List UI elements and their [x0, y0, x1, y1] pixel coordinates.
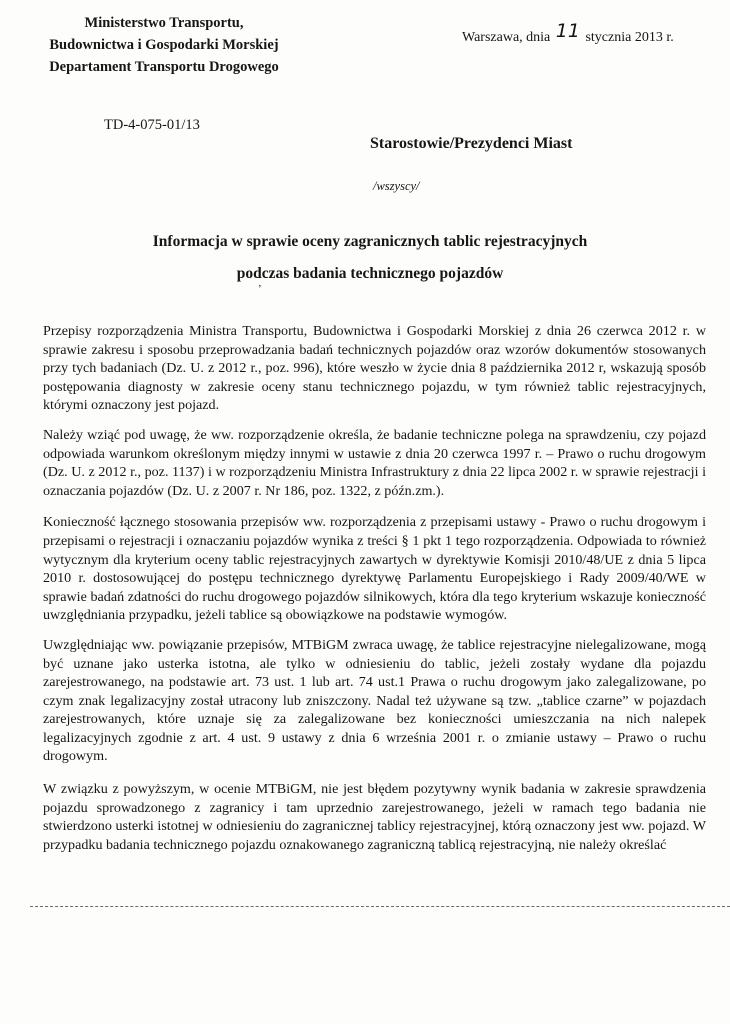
- document-body: [43, 322, 706, 865]
- scan-edge-divider: [30, 906, 730, 908]
- title-line-1: Informacja w sprawie oceny zagranicznych tablic rejestracyjnych: [152, 233, 588, 250]
- paragraph: Przepisy rozporządzenia Ministra Transportu, Budownictwa i Gospodarki Morskiej z dnia 26 czerwca 2012 r. w sprawie zakresu i sposobu przeprowadzania badań technicznych pojazdów oraz wzorów dokumentów stosowanych przy tych badaniach (Dz. U. z 2012 r., poz. 996), które weszło w życie dnia 8 października 2012 r, wskazują sposób postępowania diagnosty w zakresie oceny stanu technicznego pojazdu, w tym również tablic rejestracyjnych, którymi oznaczony jest pojazd.: [43, 323, 706, 414]
- place-date-prefix: Warszawa, dnia: [462, 30, 551, 45]
- place-date-suffix: stycznia 2013 r.: [585, 30, 674, 45]
- reference-number: TD-4-075-01/13: [104, 117, 200, 133]
- paragraph: Konieczność łącznego stosowania przepisów ww. rozporządzenia z przepisami ustawy - Prawo o ruchu drogowym i przepisami o rejestracji i oznaczaniu pojazdów wynika z treści § 1 pkt 1 tego rozporządzenia. Odpowiada to również wytycznym dla kryterium oceny tablic rejestracyjnych zawartych w dyrektywie Komisji 2010/48/UE z dnia 5 lipca 2010 r. dostosowującej do postępu technicznego dyrektywę Parlamentu Europejskiego i Rady 2009/40/WE w sprawie badań zdatności do ruchu drogowego pojazdów silnikowych, która dla tego kryterium wskazuje konieczność uwzględniania przypadku, jeżeli tablice są obowiązkowe na podstawie wymogów.: [43, 514, 706, 624]
- ministry-name-cont: Budownictwa i Gospodarki Morskiej: [49, 37, 279, 53]
- paragraph: Uwzględniając ww. powiązanie przepisów, MTBiGM zwraca uwagę, że tablice rejestracyjne nielegalizowane, mogą być uznane jako usterka istotna, ale tylko w odniesieniu do tablic, jeżeli zostały wydane dla pojazdu zarejestrowanego, na podstawie art. 73 ust. 1 lub art. 74 ust.1 Prawa o ruchu drogowym jako zalegalizowane, po czym znak legalizacyjny został utracony lub zniszczony. Nadal też używane są tzw. „tablice czarne” w pojazdach zarejestrowanych, które uznaje się za zalegalizowane bez konieczności umieszczania na nich nalepek legalizacyjnych zgodnie z art. 4 ust. 9 ustawy z dnia 6 września 2001 r. o zmianie ustawy – Prawo o ruchu drogowym.: [43, 636, 706, 765]
- document-title: [100, 226, 640, 290]
- place-date: [462, 20, 674, 46]
- paragraph: W związku z powyższym, w ocenie MTBiGM, nie jest błędem pozytywny wynik badania w zakresie sprawdzenia pojazdu sprowadzonego z zagranicy i tam uprzednio zarejestrowanego, jeżeli w ramach tego badania nie stwierdzono usterki istotnej w odniesieniu do zagranicznej tablicy rejestracyjnej, którą oznaczony jest ww. pojazd. W przypadku badania technicznego pojazdu oznakowanego zagraniczną tablicą rejestracyjną, nie należy określać: [43, 781, 706, 853]
- addressee: Starostowie/Prezydenci Miast: [370, 135, 573, 152]
- stray-mark: ’: [258, 283, 262, 295]
- handwritten-day: 11: [555, 20, 580, 42]
- department-name: Departament Transportu Drogowego: [49, 59, 279, 75]
- addressee-note: /wszyscy/: [373, 179, 420, 193]
- ministry-name: Ministerstwo Transportu,: [84, 15, 244, 31]
- paragraph: Należy wziąć pod uwagę, że ww. rozporządzenie określa, że badanie techniczne polega na sprawdzeniu, czy pojazd odpowiada warunkom określonym między innymi w ustawie z dnia 20 czerwca 1997 r. – Prawo o ruchu drogowym (Dz. U. z 2012 r., poz. 1137) i w rozporządzeniu Ministra Infrastruktury z dnia 22 lipca 2002 r. w sprawie rejestracji i oznaczania pojazdów (Dz. U. z 2007 r. Nr 186, poz. 1322, z późn.zm.).: [43, 426, 706, 499]
- title-line-2: podczas badania technicznego pojazdów: [236, 265, 504, 282]
- letterhead: [14, 12, 314, 78]
